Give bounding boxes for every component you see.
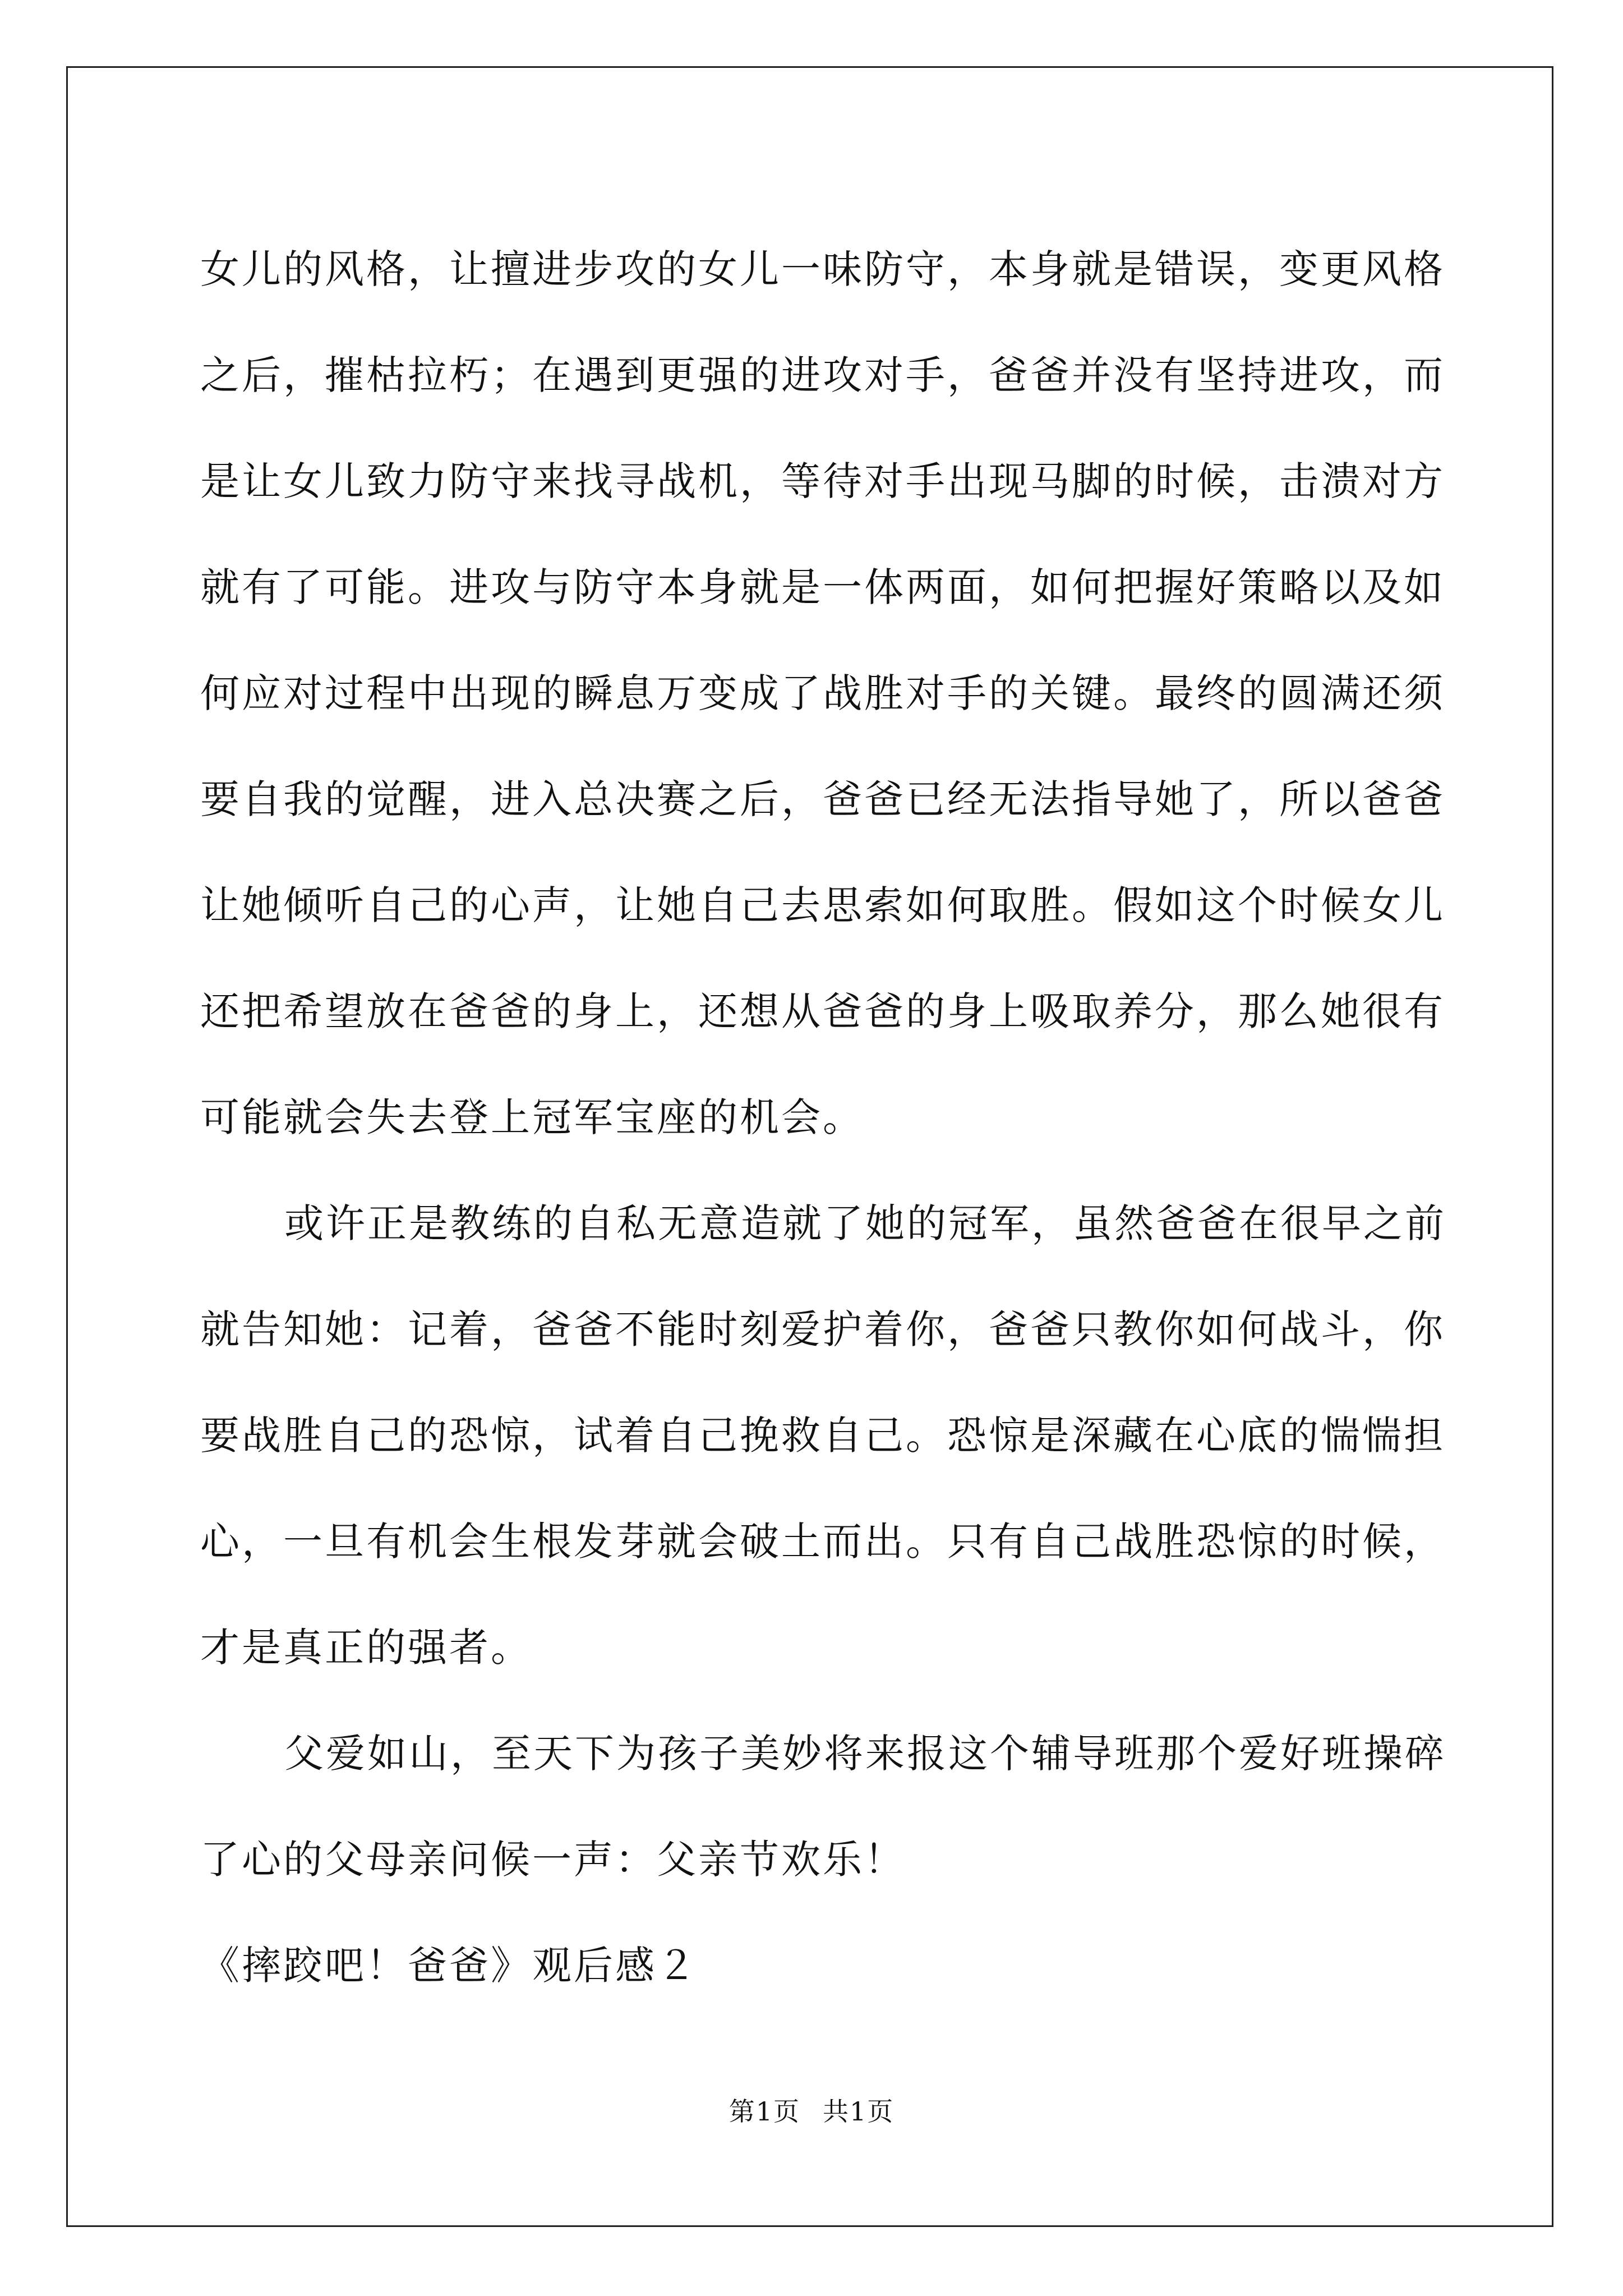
text-line: 是让女儿致力防守来找寻战机，等待对手出现马脚的时候，击溃对方: [200, 458, 1445, 504]
text-line: 就告知她：记着，爸爸不能时刻爱护着你，爸爸只教你如何战斗，你: [200, 1306, 1445, 1352]
page-total: 共1页: [823, 2096, 895, 2127]
text-line: 才是真正的强者。: [200, 1625, 532, 1671]
page-footer: [0, 2091, 1623, 2128]
text-line: 何应对过程中出现的瞬息万变成了战胜对手的关键。最终的圆满还须: [200, 670, 1445, 716]
text-line: 让她倾听自己的心声，让她自己去思索如何取胜。假如这个时候女儿: [200, 882, 1445, 928]
text-line: 要自我的觉醒，进入总决赛之后，爸爸已经无法指导她了，所以爸爸: [200, 776, 1445, 822]
text-line: 或许正是教练的自私无意造就了她的冠军，虽然爸爸在很早之前: [284, 1200, 1446, 1246]
paragraph-2: [200, 1171, 1446, 1701]
paragraph-3: [200, 1701, 1446, 1913]
text-line: 了心的父母亲问候一声：父亲节欢乐！: [200, 1837, 906, 1883]
text-line: 之后，摧枯拉朽；在遇到更强的进攻对手，爸爸并没有坚持进攻，而: [200, 352, 1445, 398]
text-line: 就有了可能。进攻与防守本身就是一体两面，如何把握好策略以及如: [200, 564, 1445, 610]
text-line: 可能就会失去登上冠军宝座的机会。: [200, 1094, 864, 1140]
text-line: 父爱如山，至天下为孩子美妙将来报这个辅导班那个爱好班操碎: [284, 1731, 1446, 1777]
text-line: 要战胜自己的恐惊，试着自己挽救自己。恐惊是深藏在心底的惴惴担: [200, 1412, 1445, 1458]
text-line: 女儿的风格，让擅进步攻的女儿一味防守，本身就是错误，变更风格: [200, 246, 1445, 292]
section-heading: 《摔跤吧！爸爸》观后感２: [200, 1943, 698, 1989]
document-body: [200, 217, 1446, 2019]
text-line: 心，一旦有机会生根发芽就会破土而出。只有自己战胜恐惊的时候，: [200, 1519, 1445, 1565]
text-line: 还把希望放在爸爸的身上，还想从爸爸的身上吸取养分，那么她很有: [200, 988, 1445, 1034]
page-number: 第1页: [728, 2096, 800, 2127]
paragraph-1: [200, 217, 1445, 1171]
